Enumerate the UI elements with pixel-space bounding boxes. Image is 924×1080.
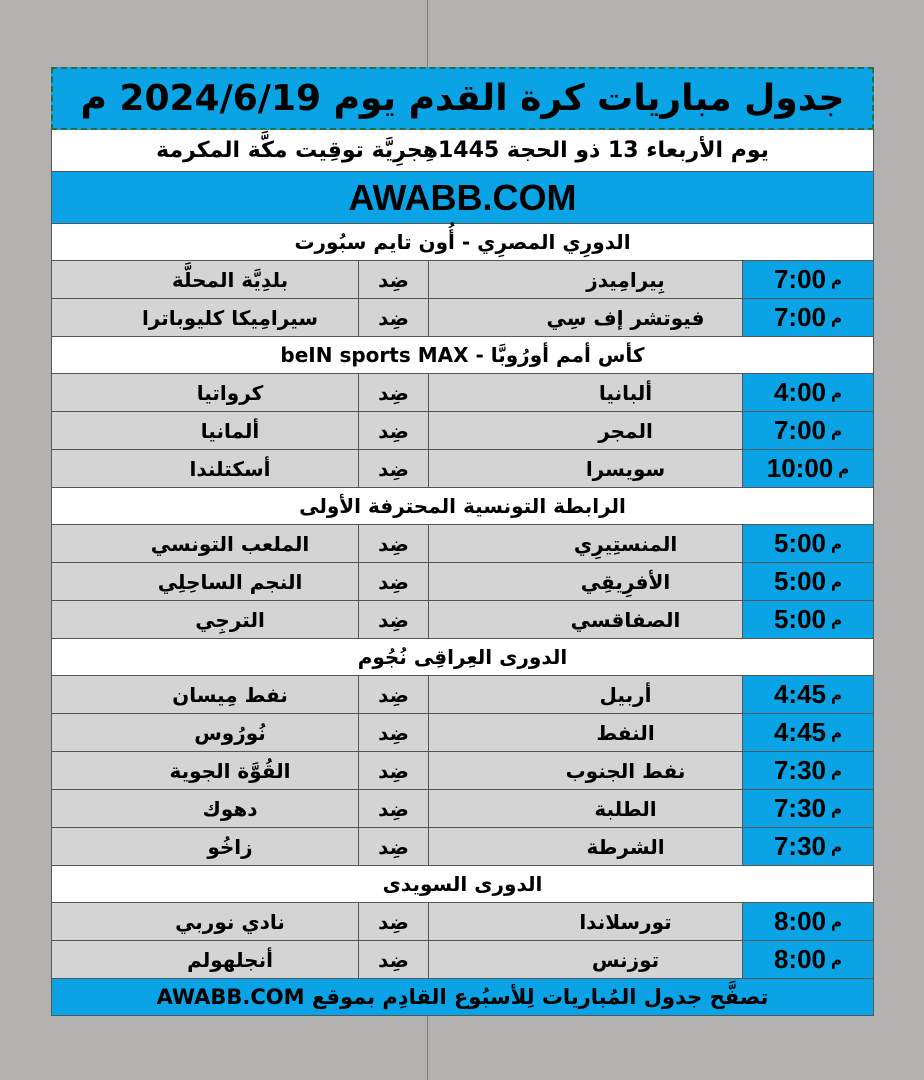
match-time-value: 5:00: [773, 604, 827, 634]
match-row: [51, 714, 874, 752]
match-time: [742, 790, 873, 827]
match-time-value: 8:00: [773, 906, 827, 936]
match-time: [742, 676, 873, 713]
pm-label: م: [838, 459, 850, 478]
match-time: [742, 752, 873, 789]
versus-label: ضِد: [358, 676, 428, 713]
leagues-container: [51, 224, 874, 979]
match-row: [51, 450, 874, 488]
match-time-value: 10:00: [766, 453, 834, 483]
versus-label: ضِد: [358, 903, 428, 940]
league-header: الرابطة التونسية المحترفة الأولى: [51, 488, 874, 525]
match-time-value: 7:00: [773, 415, 827, 445]
away-team: الملعب التونسي: [150, 531, 310, 556]
match-time: [742, 412, 873, 449]
versus-label: ضِد: [358, 752, 428, 789]
away-team: أنجلهولم: [187, 947, 273, 972]
versus-label: ضِد: [358, 601, 428, 638]
versus-label: ضِد: [358, 714, 428, 751]
match-row: [51, 374, 874, 412]
match-row: [51, 412, 874, 450]
site-banner: AWABB.COM: [51, 172, 874, 224]
match-time: [742, 903, 873, 940]
home-team: الشرطة: [428, 828, 742, 865]
versus-label: ضِد: [358, 563, 428, 600]
home-team: تورسلاندا: [428, 903, 742, 940]
home-team: توزنس: [428, 941, 742, 978]
match-time: [742, 525, 873, 562]
home-team: النفط: [428, 714, 742, 751]
match-row: [51, 903, 874, 941]
home-team: الطلبة: [428, 790, 742, 827]
pm-label: م: [831, 761, 843, 780]
away-team: نُورُوس: [194, 720, 266, 745]
home-team: أربيل: [428, 676, 742, 713]
match-time-value: 7:30: [773, 831, 827, 861]
home-team: الأفرِيقِي: [428, 563, 742, 600]
pm-label: م: [831, 912, 843, 931]
pm-label: م: [831, 685, 843, 704]
league-header: الدورى السويدى: [51, 866, 874, 903]
pm-label: م: [831, 572, 843, 591]
match-time: [742, 450, 873, 487]
match-time-value: 7:30: [773, 793, 827, 823]
pm-label: م: [831, 383, 843, 402]
match-time-value: 5:00: [773, 566, 827, 596]
away-team: نفط مِيسان: [172, 682, 288, 707]
home-team: نفط الجنوب: [428, 752, 742, 789]
match-time-value: 5:00: [773, 528, 827, 558]
match-row: [51, 828, 874, 866]
footer-note: تصفَّح جدول المُباريات لِلأسبُوع القادِم بموقع AWABB.COM: [51, 979, 874, 1016]
match-time: [742, 261, 873, 298]
match-row: [51, 676, 874, 714]
match-row: [51, 790, 874, 828]
versus-label: ضِد: [358, 828, 428, 865]
match-time: [742, 299, 873, 336]
pm-label: م: [831, 950, 843, 969]
pm-label: م: [831, 270, 843, 289]
home-team: بِيرامِيدز: [428, 261, 742, 298]
match-time-value: 4:45: [773, 717, 827, 747]
away-team: النجم الساحِلِي: [157, 569, 303, 594]
versus-label: ضِد: [358, 450, 428, 487]
pm-label: م: [831, 799, 843, 818]
league-header: الدورِي المصرِي - أُون تايم سبُورت: [51, 224, 874, 261]
away-team: ألمانيا: [200, 418, 260, 443]
versus-label: ضِد: [358, 790, 428, 827]
match-time: [742, 374, 873, 411]
league-header: كأس أمم أورُوبَّا - beIN sports MAX: [51, 337, 874, 374]
date-subtitle: يوم الأربعاء 13 ذو الحجة 1445هِجرِيَّة توقِيت مكَّة المكرمة: [51, 130, 874, 172]
schedule-table: [51, 67, 874, 1016]
match-time-value: 7:30: [773, 755, 827, 785]
away-team: الترجِي: [195, 607, 265, 632]
home-team: المجر: [428, 412, 742, 449]
match-row: [51, 261, 874, 299]
versus-label: ضِد: [358, 941, 428, 978]
away-team: سيرامِيكا كليوباترا: [141, 305, 319, 330]
pm-label: م: [831, 837, 843, 856]
away-team: القُوَّة الجوية: [169, 758, 291, 783]
home-team: فيوتشر إف سِي: [428, 299, 742, 336]
pm-label: م: [831, 421, 843, 440]
match-time-value: 4:45: [773, 679, 827, 709]
versus-label: ضِد: [358, 261, 428, 298]
away-team: نادي نوربي: [175, 909, 285, 934]
versus-label: ضِد: [358, 412, 428, 449]
match-time: [742, 941, 873, 978]
page-title: جدول مباريات كرة القدم يوم 2024/6/19 م: [51, 67, 874, 130]
match-time-value: 8:00: [773, 944, 827, 974]
away-team: بلدِيَّة المحلَّة: [171, 267, 289, 292]
match-row: [51, 525, 874, 563]
match-row: [51, 299, 874, 337]
versus-label: ضِد: [358, 374, 428, 411]
match-time: [742, 601, 873, 638]
away-team: كرواتيا: [196, 380, 264, 405]
match-row: [51, 601, 874, 639]
home-team: المنستِيرِي: [428, 525, 742, 562]
pm-label: م: [831, 534, 843, 553]
versus-label: ضِد: [358, 525, 428, 562]
pm-label: م: [831, 610, 843, 629]
home-team: ألبانيا: [428, 374, 742, 411]
match-time: [742, 563, 873, 600]
away-team: دهوك: [202, 796, 258, 821]
pm-label: م: [831, 308, 843, 327]
match-row: [51, 752, 874, 790]
versus-label: ضِد: [358, 299, 428, 336]
home-team: سويسرا: [428, 450, 742, 487]
away-team: زاخُو: [207, 834, 253, 859]
match-time-value: 4:00: [773, 377, 827, 407]
match-time-value: 7:00: [773, 264, 827, 294]
away-team: أسكتلندا: [189, 456, 271, 481]
match-row: [51, 941, 874, 979]
match-time: [742, 714, 873, 751]
pm-label: م: [831, 723, 843, 742]
match-row: [51, 563, 874, 601]
match-time-value: 7:00: [773, 302, 827, 332]
league-header: الدورى العِراقِى نُجُوم: [51, 639, 874, 676]
home-team: الصفاقسي: [428, 601, 742, 638]
match-time: [742, 828, 873, 865]
